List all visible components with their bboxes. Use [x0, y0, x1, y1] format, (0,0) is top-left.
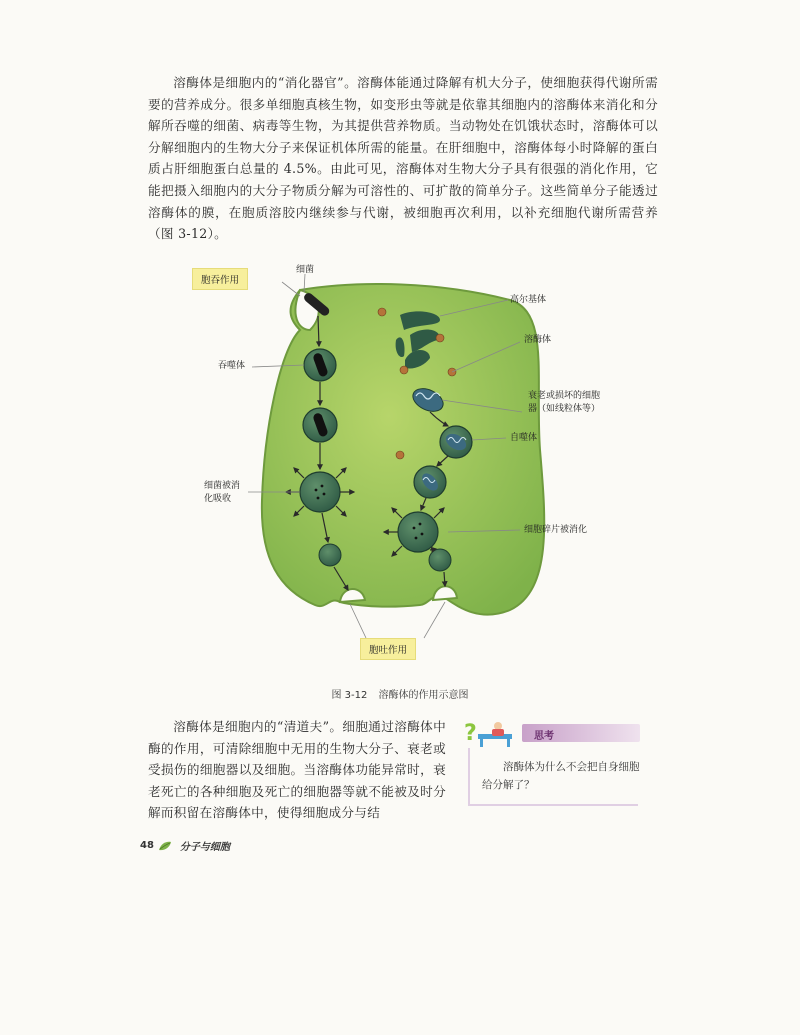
- think-title: 思考: [534, 731, 554, 742]
- cell-membrane: [262, 284, 547, 615]
- phagosome-1: [304, 349, 336, 381]
- svg-text:?: ?: [464, 721, 477, 746]
- think-sidebar: [462, 714, 640, 806]
- label-phagosome: 吞噬体: [218, 361, 246, 371]
- label-autophagosome: 自噬体: [510, 433, 538, 443]
- figure-caption-number: 图 3-12: [331, 690, 368, 701]
- label-exocytosis: 胞吐作用: [360, 638, 416, 660]
- label-fragments-digested: 细胞碎片被消化: [524, 525, 588, 535]
- label-damaged-organelle-line1: 衰老或损坏的细胞: [528, 391, 601, 401]
- label-bacteria-digested: [204, 480, 240, 506]
- label-bacteria-digested-line1: 细菌被消: [204, 481, 241, 491]
- label-damaged-organelle: [528, 390, 600, 416]
- figure-caption: [0, 686, 800, 701]
- paragraph-lysosome-digestion: 溶酶体是细胞内的“消化器官”。溶酶体能通过降解有机大分子，使细胞获得代谢所需要的营养成分。很多单细胞真核生物，如变形虫等就是依靠其细胞内的溶酶体来消化和分解所吞噬的细菌、病毒等生物，为其提供营养物质。当动物处在饥饿状态时，溶酶体可以分解细胞内的生物大分子来保证机体所需的能量。在肝细胞中，溶酶体每小时降解的蛋白质占肝细胞蛋白总量的 4.5%。由此可见，溶酶体对生物大分子具有很强的消化作用，它能把摄入细胞内的大分子物质分解为可溶性的、可扩散的简单分子。这些简单分子能透过溶酶体的膜，在胞质溶胶内继续参与代谢，被细胞再次利用，以补充细胞代谢所需营养（图 3-12）。: [148, 75, 658, 242]
- digestive-vacuole-right: [398, 512, 438, 552]
- cell-diagram-svg: [190, 260, 640, 680]
- think-header: [462, 718, 640, 746]
- autolysosome: [414, 466, 446, 498]
- thinking-figure-icon: [462, 718, 522, 748]
- book-title: 分子与细胞: [179, 842, 230, 853]
- label-lysosome: 溶酶体: [524, 335, 552, 345]
- label-golgi: 高尔基体: [510, 295, 547, 305]
- autophagosome: [440, 426, 472, 458]
- label-damaged-organelle-line2: 器（如线粒体等）: [528, 404, 601, 414]
- paragraph-lysosome-scavenger: 溶酶体是细胞内的“清道夫”。细胞通过溶酶体中酶的作用，可清除细胞中无用的生物大分子、衰老或受损伤的细胞器以及细胞。当溶酶体功能异常时，衰老死亡的各种细胞及死亡的细胞器等就不能被及时分解而积留在溶酶体中，使得细胞成分与结: [148, 719, 446, 821]
- page-number: 48: [140, 840, 154, 851]
- label-bacteria: 细菌: [296, 265, 315, 275]
- residual-body-right: [429, 549, 451, 571]
- leaf-icon: [158, 841, 172, 851]
- residual-body-left: [319, 544, 341, 566]
- digestive-vacuole-left: [300, 472, 340, 512]
- label-phagocytosis: 胞吞作用: [192, 268, 248, 290]
- phagosome-2: [303, 408, 337, 442]
- figure-caption-text: 溶酶体的作用示意图: [378, 690, 469, 701]
- label-bacteria-digested-line2: 化吸收: [204, 494, 232, 504]
- lysosome-function-diagram: [190, 260, 640, 680]
- think-question: 溶酶体为什么不会把自身细胞给分解了？: [482, 761, 640, 791]
- page-footer: [140, 838, 230, 853]
